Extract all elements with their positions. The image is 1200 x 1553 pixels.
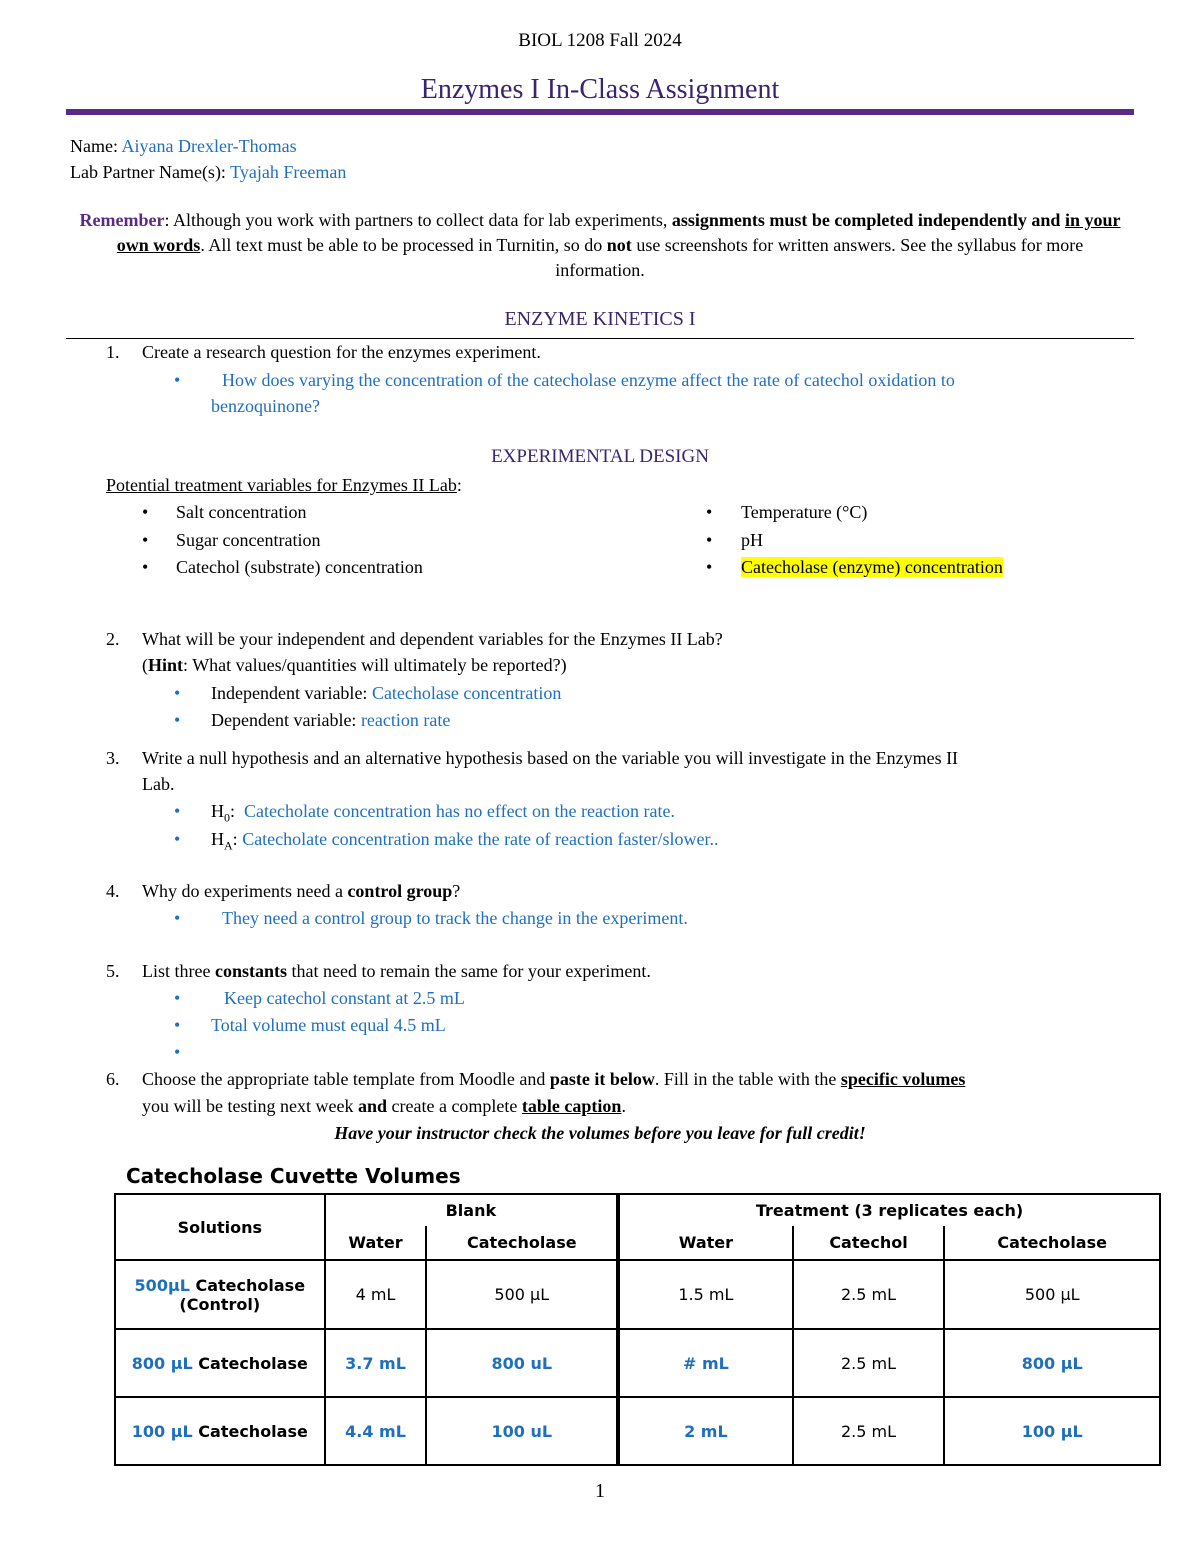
variable-label: Salt concentration bbox=[176, 502, 307, 522]
q6-number: 6. bbox=[106, 1069, 120, 1089]
table-cell: 2 mL bbox=[618, 1397, 793, 1465]
q6-table-caption: table caption bbox=[521, 1096, 622, 1116]
header-treatment: Treatment (3 replicates each) bbox=[618, 1194, 1160, 1226]
subheader-catecholase: Catecholase bbox=[426, 1226, 618, 1260]
row-label-text: Catecholase bbox=[192, 1421, 308, 1441]
bullet-icon: • bbox=[142, 530, 149, 550]
row-label bbox=[115, 1397, 325, 1465]
left-variable-3 bbox=[142, 557, 423, 578]
remember-label: Remember bbox=[79, 210, 165, 230]
header-blank: Blank bbox=[325, 1194, 619, 1226]
ha-subscript: A bbox=[224, 838, 233, 853]
name-line bbox=[70, 136, 297, 157]
q6-text-a: Choose the appropriate table template from Moodle and bbox=[142, 1069, 550, 1089]
right-variable-1 bbox=[706, 502, 867, 523]
q5-text-bold: constants bbox=[214, 961, 287, 981]
table-cell: 500 μL bbox=[944, 1260, 1160, 1329]
partner-line bbox=[70, 162, 346, 183]
q6-text-and: and bbox=[357, 1096, 387, 1116]
row-label-volume: 800 μL bbox=[131, 1353, 193, 1373]
subheader-water: Water bbox=[618, 1226, 793, 1260]
q6-line2 bbox=[142, 1096, 626, 1117]
ha-colon: : bbox=[232, 829, 238, 849]
subheader-catechol: Catechol bbox=[793, 1226, 945, 1260]
remember-text-3: use screenshots for written answers. See the syllabus for more information. bbox=[555, 235, 1084, 280]
h0-label: H bbox=[211, 801, 224, 821]
row-label-volume: 100 μL bbox=[131, 1421, 193, 1441]
row-label-volume: 500μL bbox=[134, 1275, 190, 1295]
name-label: Name: bbox=[70, 136, 118, 156]
question-6 bbox=[106, 1069, 965, 1090]
q5-number: 5. bbox=[106, 961, 120, 981]
remember-paragraph bbox=[72, 208, 1128, 283]
q3-null-hypothesis bbox=[174, 801, 675, 826]
q1-answer-line2: benzoquinone? bbox=[211, 396, 320, 416]
bullet-icon: • bbox=[174, 801, 181, 821]
variables-heading-text: Potential treatment variables for Enzymes II Lab bbox=[106, 475, 457, 495]
table-cell: 2.5 mL bbox=[793, 1329, 945, 1397]
ha-label: H bbox=[211, 829, 224, 849]
remember-text-1: : Although you work with partners to collect data for lab experiments, bbox=[164, 210, 672, 230]
left-variable-1 bbox=[142, 502, 306, 523]
table-cell: 2.5 mL bbox=[793, 1397, 945, 1465]
bullet-icon: • bbox=[174, 710, 181, 730]
q3-alt-hypothesis bbox=[174, 829, 718, 854]
bullet-icon: • bbox=[706, 502, 713, 522]
table-cell: 100 μL bbox=[944, 1397, 1160, 1465]
q4-answer-text: They need a control group to track the change in the experiment. bbox=[222, 908, 688, 928]
q2-number: 2. bbox=[106, 629, 120, 649]
bullet-icon: • bbox=[174, 370, 181, 390]
q2-hint-rest: : What values/quantities will ultimately be reported?) bbox=[183, 655, 567, 675]
partner-value: Tyajah Freeman bbox=[230, 162, 347, 182]
page-number: 1 bbox=[595, 1480, 605, 1502]
q6-text-g: create a complete bbox=[387, 1096, 522, 1116]
table-cell: # mL bbox=[618, 1329, 793, 1397]
bullet-icon: • bbox=[706, 557, 713, 577]
h0-value: Catecholate concentration has no effect on the reaction rate. bbox=[244, 801, 675, 821]
q1-text: Create a research question for the enzymes experiment. bbox=[142, 342, 541, 362]
table-cell: 500 μL bbox=[426, 1260, 618, 1329]
q4-answer bbox=[174, 908, 688, 929]
table-cell: 800 μL bbox=[944, 1329, 1160, 1397]
q1-number: 1. bbox=[106, 342, 120, 362]
table-title: Catecholase Cuvette Volumes bbox=[126, 1164, 461, 1188]
bullet-icon: • bbox=[174, 988, 181, 1008]
q5-answer-1 bbox=[174, 988, 465, 1009]
table-cell: 1.5 mL bbox=[618, 1260, 793, 1329]
table-row bbox=[115, 1397, 1160, 1465]
variables-heading bbox=[106, 475, 462, 496]
table-cell: 4 mL bbox=[325, 1260, 427, 1329]
q5-answer-text: Total volume must equal 4.5 mL bbox=[211, 1015, 446, 1035]
variables-heading-colon: : bbox=[456, 475, 462, 495]
remember-bold-2: not bbox=[606, 235, 632, 255]
q5-text-end: that need to remain the same for your experiment. bbox=[287, 961, 651, 981]
right-variable-2 bbox=[706, 530, 763, 551]
variable-label: Temperature (°C) bbox=[741, 502, 868, 522]
iv-label: Independent variable: bbox=[211, 683, 372, 703]
q3-text: Write a null hypothesis and an alternative hypothesis based on the variable you will investigate in the Enzymes II bbox=[142, 748, 959, 768]
bullet-icon: • bbox=[174, 1042, 181, 1062]
partner-label: Lab Partner Name(s): bbox=[70, 162, 226, 182]
table-cell: 4.4 mL bbox=[325, 1397, 427, 1465]
q6-text-e: you will be testing next week bbox=[142, 1096, 358, 1116]
row-label-text: Catecholase bbox=[189, 1275, 306, 1295]
q6-text-bold: paste it below bbox=[549, 1069, 655, 1089]
name-value: Aiyana Drexler-Thomas bbox=[121, 136, 297, 156]
right-variable-3 bbox=[706, 557, 1003, 578]
q4-text-bold: control group bbox=[347, 881, 453, 901]
table-cell: 2.5 mL bbox=[793, 1260, 945, 1329]
dv-value: reaction rate bbox=[360, 710, 451, 730]
q2-hint-open: ( bbox=[142, 655, 148, 675]
title-divider bbox=[66, 109, 1134, 115]
question-5 bbox=[106, 961, 651, 982]
section-title-enzyme-kinetics: ENZYME KINETICS I bbox=[504, 308, 696, 330]
q2-independent-variable bbox=[174, 683, 561, 704]
bullet-icon: • bbox=[174, 683, 181, 703]
q6-specific-volumes: specific volumes bbox=[840, 1069, 966, 1089]
section-title-experimental-design: EXPERIMENTAL DESIGN bbox=[491, 446, 709, 467]
bullet-icon: • bbox=[142, 502, 149, 522]
q2-hint bbox=[142, 655, 567, 676]
table-row bbox=[115, 1260, 1160, 1329]
section-divider bbox=[66, 338, 1134, 339]
remember-bold-1: assignments must be completed independently and bbox=[671, 210, 1065, 230]
q5-answer-3 bbox=[174, 1042, 211, 1063]
variable-label-highlighted: Catecholase (enzyme) concentration bbox=[741, 557, 1003, 577]
left-variable-2 bbox=[142, 530, 320, 551]
cuvette-volumes-table bbox=[114, 1193, 1161, 1466]
bullet-icon: • bbox=[174, 1015, 181, 1035]
variable-label: Sugar concentration bbox=[176, 530, 321, 550]
q5-text: List three bbox=[142, 961, 215, 981]
subheader-water: Water bbox=[325, 1226, 427, 1260]
row-label-text: Catecholase bbox=[192, 1353, 308, 1373]
remember-underline: in your own words bbox=[116, 210, 1121, 255]
q6-instructor-note: Have your instructor check the volumes before you leave for full credit! bbox=[334, 1123, 866, 1143]
subheader-catecholase: Catecholase bbox=[944, 1226, 1160, 1260]
question-2 bbox=[106, 629, 723, 650]
table-cell: 800 uL bbox=[426, 1329, 618, 1397]
page-title: Enzymes I In-Class Assignment bbox=[420, 74, 780, 105]
iv-value: Catecholase concentration bbox=[371, 683, 562, 703]
question-4 bbox=[106, 881, 460, 902]
bullet-icon: • bbox=[174, 829, 181, 849]
q5-answer-2 bbox=[174, 1015, 446, 1036]
q4-number: 4. bbox=[106, 881, 120, 901]
bullet-icon: • bbox=[142, 557, 149, 577]
row-label-line2: (Control) bbox=[179, 1294, 261, 1314]
q1-answer-line1: How does varying the concentration of the catecholase enzyme affect the rate of catechol oxidation to bbox=[222, 370, 955, 390]
table-row bbox=[115, 1329, 1160, 1397]
header-solutions: Solutions bbox=[115, 1194, 325, 1260]
q5-answer-text: Keep catechol constant at 2.5 mL bbox=[224, 988, 465, 1008]
ha-value: Catecholate concentration make the rate of reaction faster/slower.. bbox=[242, 829, 719, 849]
q4-text: Why do experiments need a bbox=[142, 881, 348, 901]
table-cell: 3.7 mL bbox=[325, 1329, 427, 1397]
dv-label: Dependent variable: bbox=[211, 710, 361, 730]
table-header-row bbox=[115, 1194, 1160, 1226]
q2-hint-bold: Hint bbox=[148, 655, 184, 675]
q4-text-end: ? bbox=[452, 881, 461, 901]
course-header: BIOL 1208 Fall 2024 bbox=[518, 30, 682, 51]
row-label bbox=[115, 1260, 325, 1329]
q2-text: What will be your independent and dependent variables for the Enzymes II Lab? bbox=[142, 629, 723, 649]
question-3 bbox=[106, 748, 958, 769]
remember-text-2: . All text must be able to be processed in Turnitin, so do bbox=[200, 235, 607, 255]
q3-text-line2: Lab. bbox=[142, 774, 175, 794]
h0-subscript: 0 bbox=[224, 810, 230, 825]
q3-number: 3. bbox=[106, 748, 120, 768]
row-label bbox=[115, 1329, 325, 1397]
variable-label: Catechol (substrate) concentration bbox=[176, 557, 423, 577]
bullet-icon: • bbox=[174, 908, 181, 928]
h0-colon: : bbox=[230, 801, 236, 821]
q2-dependent-variable bbox=[174, 710, 450, 731]
bullet-icon: • bbox=[706, 530, 713, 550]
variable-label: pH bbox=[741, 530, 763, 550]
question-1 bbox=[106, 342, 541, 363]
table-cell: 100 uL bbox=[426, 1397, 618, 1465]
q6-period: . bbox=[621, 1096, 626, 1116]
q6-text-c: . Fill in the table with the bbox=[654, 1069, 841, 1089]
q1-answer-bullet bbox=[174, 370, 955, 391]
